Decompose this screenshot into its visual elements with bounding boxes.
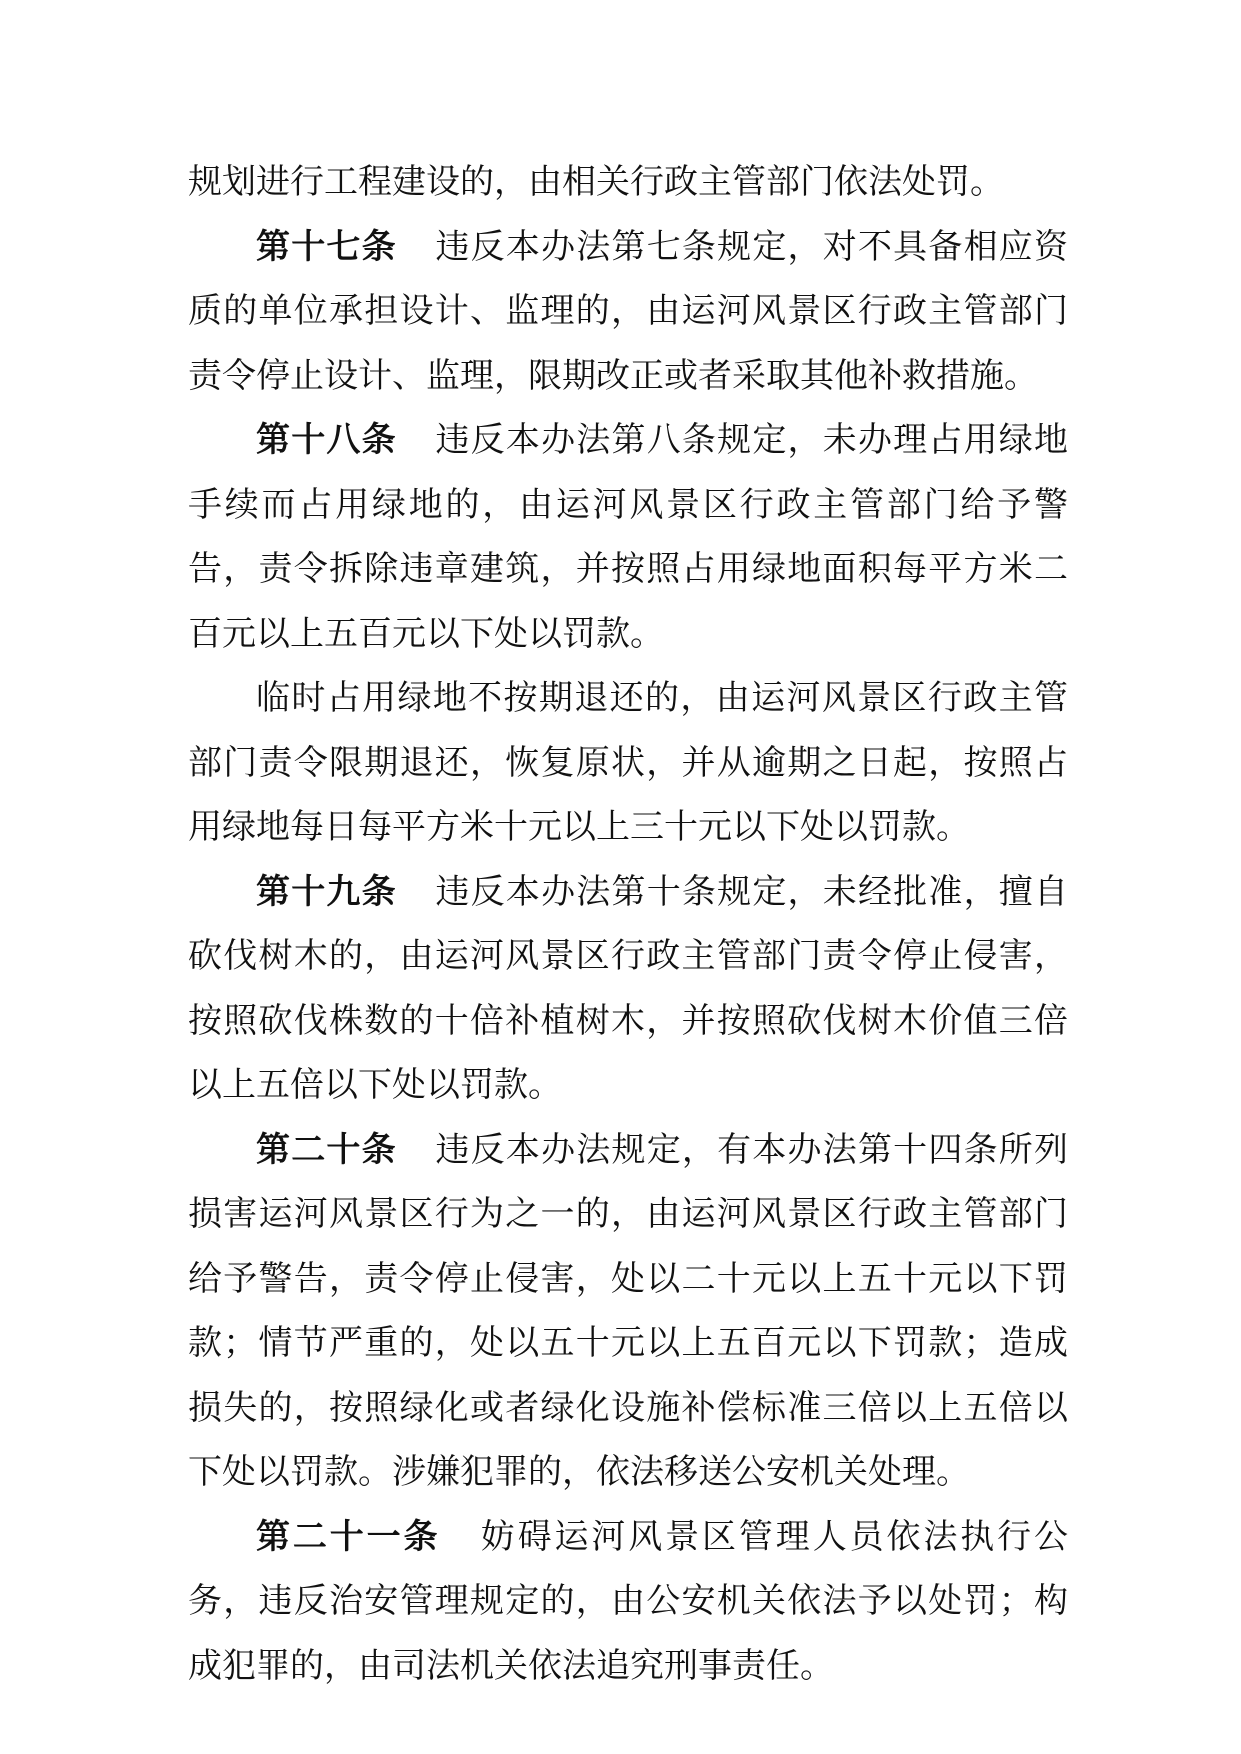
article-17-text: 违反本办法第七条规定，对不具备相应资质的单位承担设计、监理的，由运河风景区行政主管部门责令停止设计、监理，限期改正或者采取其他补救措施。 bbox=[188, 226, 1069, 396]
article-17-label: 第十七条 bbox=[256, 226, 397, 267]
article-17 bbox=[188, 215, 1068, 409]
article-20-text: 违反本办法规定，有本办法第十四条所列损害运河风景区行为之一的，由运河风景区行政主管部门给予警告，责令停止侵害，处以二十元以上五十元以下罚款；情节严重的，处以五十元以上五百元以下罚款；造成损失的，按照绿化或者绿化设施补偿标准三倍以上五倍以下处以罚款。涉嫌犯罪的，依法移送公安机关处理。 bbox=[188, 1129, 1069, 1492]
document-body bbox=[188, 150, 1068, 1698]
article-21 bbox=[188, 1505, 1068, 1699]
article-19-text: 违反本办法第十条规定，未经批准，擅自砍伐树木的，由运河风景区行政主管部门责令停止侵害，按照砍伐株数的十倍补植树木，并按照砍伐树木价值三倍以上五倍以下处以罚款。 bbox=[188, 871, 1069, 1105]
article-21-label: 第二十一条 bbox=[256, 1516, 441, 1557]
article-19-label: 第十九条 bbox=[256, 871, 397, 912]
article-18-text: 违反本办法第八条规定，未办理占用绿地手续而占用绿地的，由运河风景区行政主管部门给予警告，责令拆除违章建筑，并按照占用绿地面积每平方米二百元以上五百元以下处以罚款。 bbox=[188, 420, 1069, 654]
article-19 bbox=[188, 860, 1068, 1118]
article-18 bbox=[188, 408, 1068, 666]
article-18-second-paragraph: 临时占用绿地不按期退还的，由运河风景区行政主管部门责令限期退还，恢复原状，并从逾期之日起，按照占用绿地每日每平方米十元以上三十元以下处以罚款。 bbox=[188, 678, 1068, 847]
continuation-paragraph: 规划进行工程建设的，由相关行政主管部门依法处罚。 bbox=[188, 162, 1004, 202]
article-20 bbox=[188, 1118, 1068, 1505]
article-21-text: 妨碍运河风景区管理人员依法执行公务，违反治安管理规定的，由公安机关依法予以处罚；构成犯罪的，由司法机关依法追究刑事责任。 bbox=[188, 1516, 1069, 1686]
article-18-label: 第十八条 bbox=[256, 420, 397, 460]
article-20-label: 第二十条 bbox=[256, 1129, 397, 1170]
